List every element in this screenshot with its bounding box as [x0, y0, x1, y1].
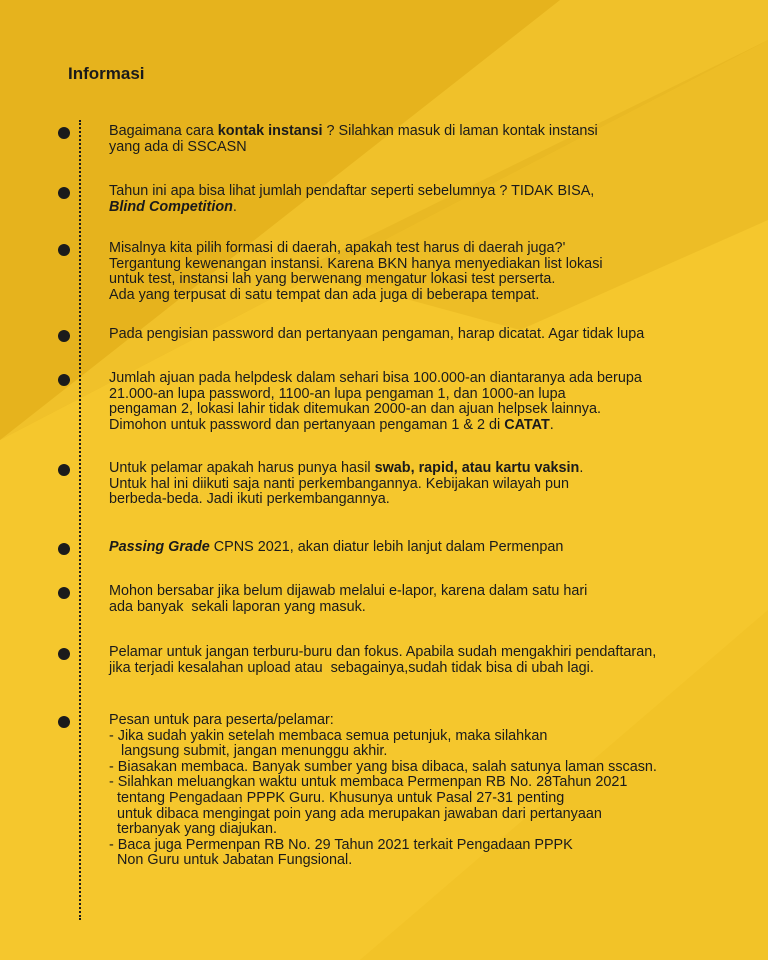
- text-line: [109, 853, 749, 869]
- text-line: [109, 140, 749, 156]
- emphasis-text: CATAT: [504, 416, 550, 433]
- text-line: [109, 272, 749, 288]
- text-segment: untuk dibaca mengingat poin yang ada merupakan jawaban dari pertanyaan: [109, 805, 602, 822]
- text-segment: terbanyak yang diajukan.: [109, 821, 278, 838]
- info-text: [109, 584, 749, 615]
- text-line: [109, 822, 749, 838]
- text-segment: untuk test, instansi lah yang berwenang mengatur lokasi test perserta.: [109, 271, 556, 288]
- text-line: [109, 775, 749, 791]
- text-line: [109, 184, 749, 200]
- text-segment: pengaman 2, lokasi lahir tidak ditemukan 2000-an dan ajuan helpsek lainnya.: [109, 401, 602, 418]
- text-line: [109, 760, 749, 776]
- text-line: [109, 600, 749, 616]
- text-line: [109, 838, 749, 854]
- text-line: [109, 584, 749, 600]
- text-line: [109, 241, 749, 257]
- text-line: [109, 124, 749, 140]
- text-line: [109, 387, 749, 403]
- info-text: [109, 645, 749, 676]
- text-line: [109, 200, 749, 216]
- text-line: [109, 477, 749, 493]
- info-text: [109, 184, 749, 215]
- text-line: [109, 288, 749, 304]
- info-text: [109, 540, 749, 556]
- bullet-dot-icon: [58, 187, 70, 199]
- bullet-dot-icon: [58, 127, 70, 139]
- text-line: [109, 744, 749, 760]
- text-line: [109, 540, 749, 556]
- text-segment: .: [232, 198, 237, 215]
- emphasis-text: Passing Grade: [109, 539, 210, 555]
- text-segment: tentang Pengadaan PPPK Guru. Khusunya untuk Pasal 27-31 penting: [109, 789, 565, 806]
- text-segment: - Jika sudah yakin setelah membaca semua petunjuk, maka silahkan: [109, 727, 548, 744]
- text-segment: Tergantung kewenangan instansi. Karena BKN hanya menyediakan list lokasi: [109, 255, 603, 272]
- emphasis-text: swab, rapid, atau kartu vaksin: [374, 460, 580, 476]
- text-line: [109, 371, 749, 387]
- text-line: [109, 645, 749, 661]
- text-segment: ada banyak sekali laporan yang masuk.: [109, 598, 366, 615]
- text-line: [109, 461, 749, 477]
- text-line: [109, 791, 749, 807]
- text-segment: 21.000-an lupa password, 1100-an lupa pengaman 1, dan 1000-an lupa: [109, 385, 566, 402]
- bullet-dot-icon: [58, 464, 70, 476]
- bullet-dot-icon: [58, 330, 70, 342]
- text-segment: .: [579, 460, 584, 476]
- text-line: [109, 713, 749, 729]
- text-segment: yang ada di SSCASN: [109, 138, 247, 155]
- info-text: [109, 461, 749, 508]
- text-segment: Tahun ini apa bisa lihat jumlah pendaftar seperti sebelumnya ? TIDAK BISA,: [109, 183, 595, 199]
- emphasis-text: kontak instansi: [217, 123, 323, 139]
- text-line: [109, 807, 749, 823]
- text-line: [109, 492, 749, 508]
- text-segment: ? Silahkan masuk di laman kontak instansi: [322, 123, 598, 139]
- text-segment: Pelamar untuk jangan terburu-buru dan fokus. Apabila sudah mengakhiri pendaftaran,: [109, 644, 657, 660]
- emphasis-text: Blind Competition: [109, 198, 233, 215]
- text-segment: CPNS 2021, akan diatur lebih lanjut dalam Permenpan: [209, 539, 564, 555]
- text-segment: Non Guru untuk Jabatan Fungsional.: [109, 852, 353, 869]
- text-segment: Untuk hal ini diikuti saja nanti perkembangannya. Kebijakan wilayah pun: [109, 475, 569, 492]
- bullet-dot-icon: [58, 648, 70, 660]
- text-line: [109, 257, 749, 273]
- text-segment: Untuk pelamar apakah harus punya hasil: [109, 460, 375, 476]
- text-line: [109, 661, 749, 677]
- bullet-dot-icon: [58, 716, 70, 728]
- text-segment: - Biasakan membaca. Banyak sumber yang bisa dibaca, salah satunya laman sscasn.: [109, 758, 657, 775]
- text-segment: Mohon bersabar jika belum dijawab melalui e-lapor, karena dalam satu hari: [109, 583, 588, 599]
- info-text: [109, 371, 749, 433]
- info-text: [109, 327, 749, 343]
- info-text: [109, 124, 749, 155]
- text-line: [109, 327, 749, 343]
- text-line: [109, 402, 749, 418]
- text-segment: berbeda-beda. Jadi ikuti perkembangannya.: [109, 491, 390, 508]
- page-title: Informasi: [68, 64, 145, 83]
- text-line: [109, 418, 749, 434]
- text-segment: - Baca juga Permenpan RB No. 29 Tahun 2021 terkait Pengadaan PPPK: [109, 836, 573, 853]
- bullet-dot-icon: [58, 543, 70, 555]
- text-segment: Dimohon untuk password dan pertanyaan pengaman 1 & 2 di: [109, 416, 505, 433]
- bullet-dot-icon: [58, 374, 70, 386]
- info-text: [109, 713, 749, 869]
- text-segment: Bagaimana cara: [109, 123, 218, 139]
- text-segment: - Silahkan meluangkan waktu untuk membaca Permenpan RB No. 28Tahun 2021: [109, 774, 628, 791]
- bullet-dot-icon: [58, 244, 70, 256]
- bullet-dot-icon: [58, 587, 70, 599]
- text-segment: Misalnya kita pilih formasi di daerah, apakah test harus di daerah juga?': [109, 240, 566, 256]
- text-segment: jika terjadi kesalahan upload atau sebagainya,sudah tidak bisa di ubah lagi.: [109, 659, 594, 676]
- text-segment: Pesan untuk para peserta/pelamar:: [109, 712, 334, 728]
- info-text: [109, 241, 749, 303]
- text-segment: Jumlah ajuan pada helpdesk dalam sehari bisa 100.000-an diantaranya ada berupa: [109, 370, 642, 386]
- text-line: [109, 729, 749, 745]
- text-segment: .: [549, 416, 554, 433]
- text-segment: Ada yang terpusat di satu tempat dan ada juga di beberapa tempat.: [109, 286, 540, 303]
- timeline-line: [79, 120, 81, 920]
- text-segment: langsung submit, jangan menunggu akhir.: [109, 743, 388, 760]
- text-segment: Pada pengisian password dan pertanyaan pengaman, harap dicatat. Agar tidak lupa: [109, 326, 645, 342]
